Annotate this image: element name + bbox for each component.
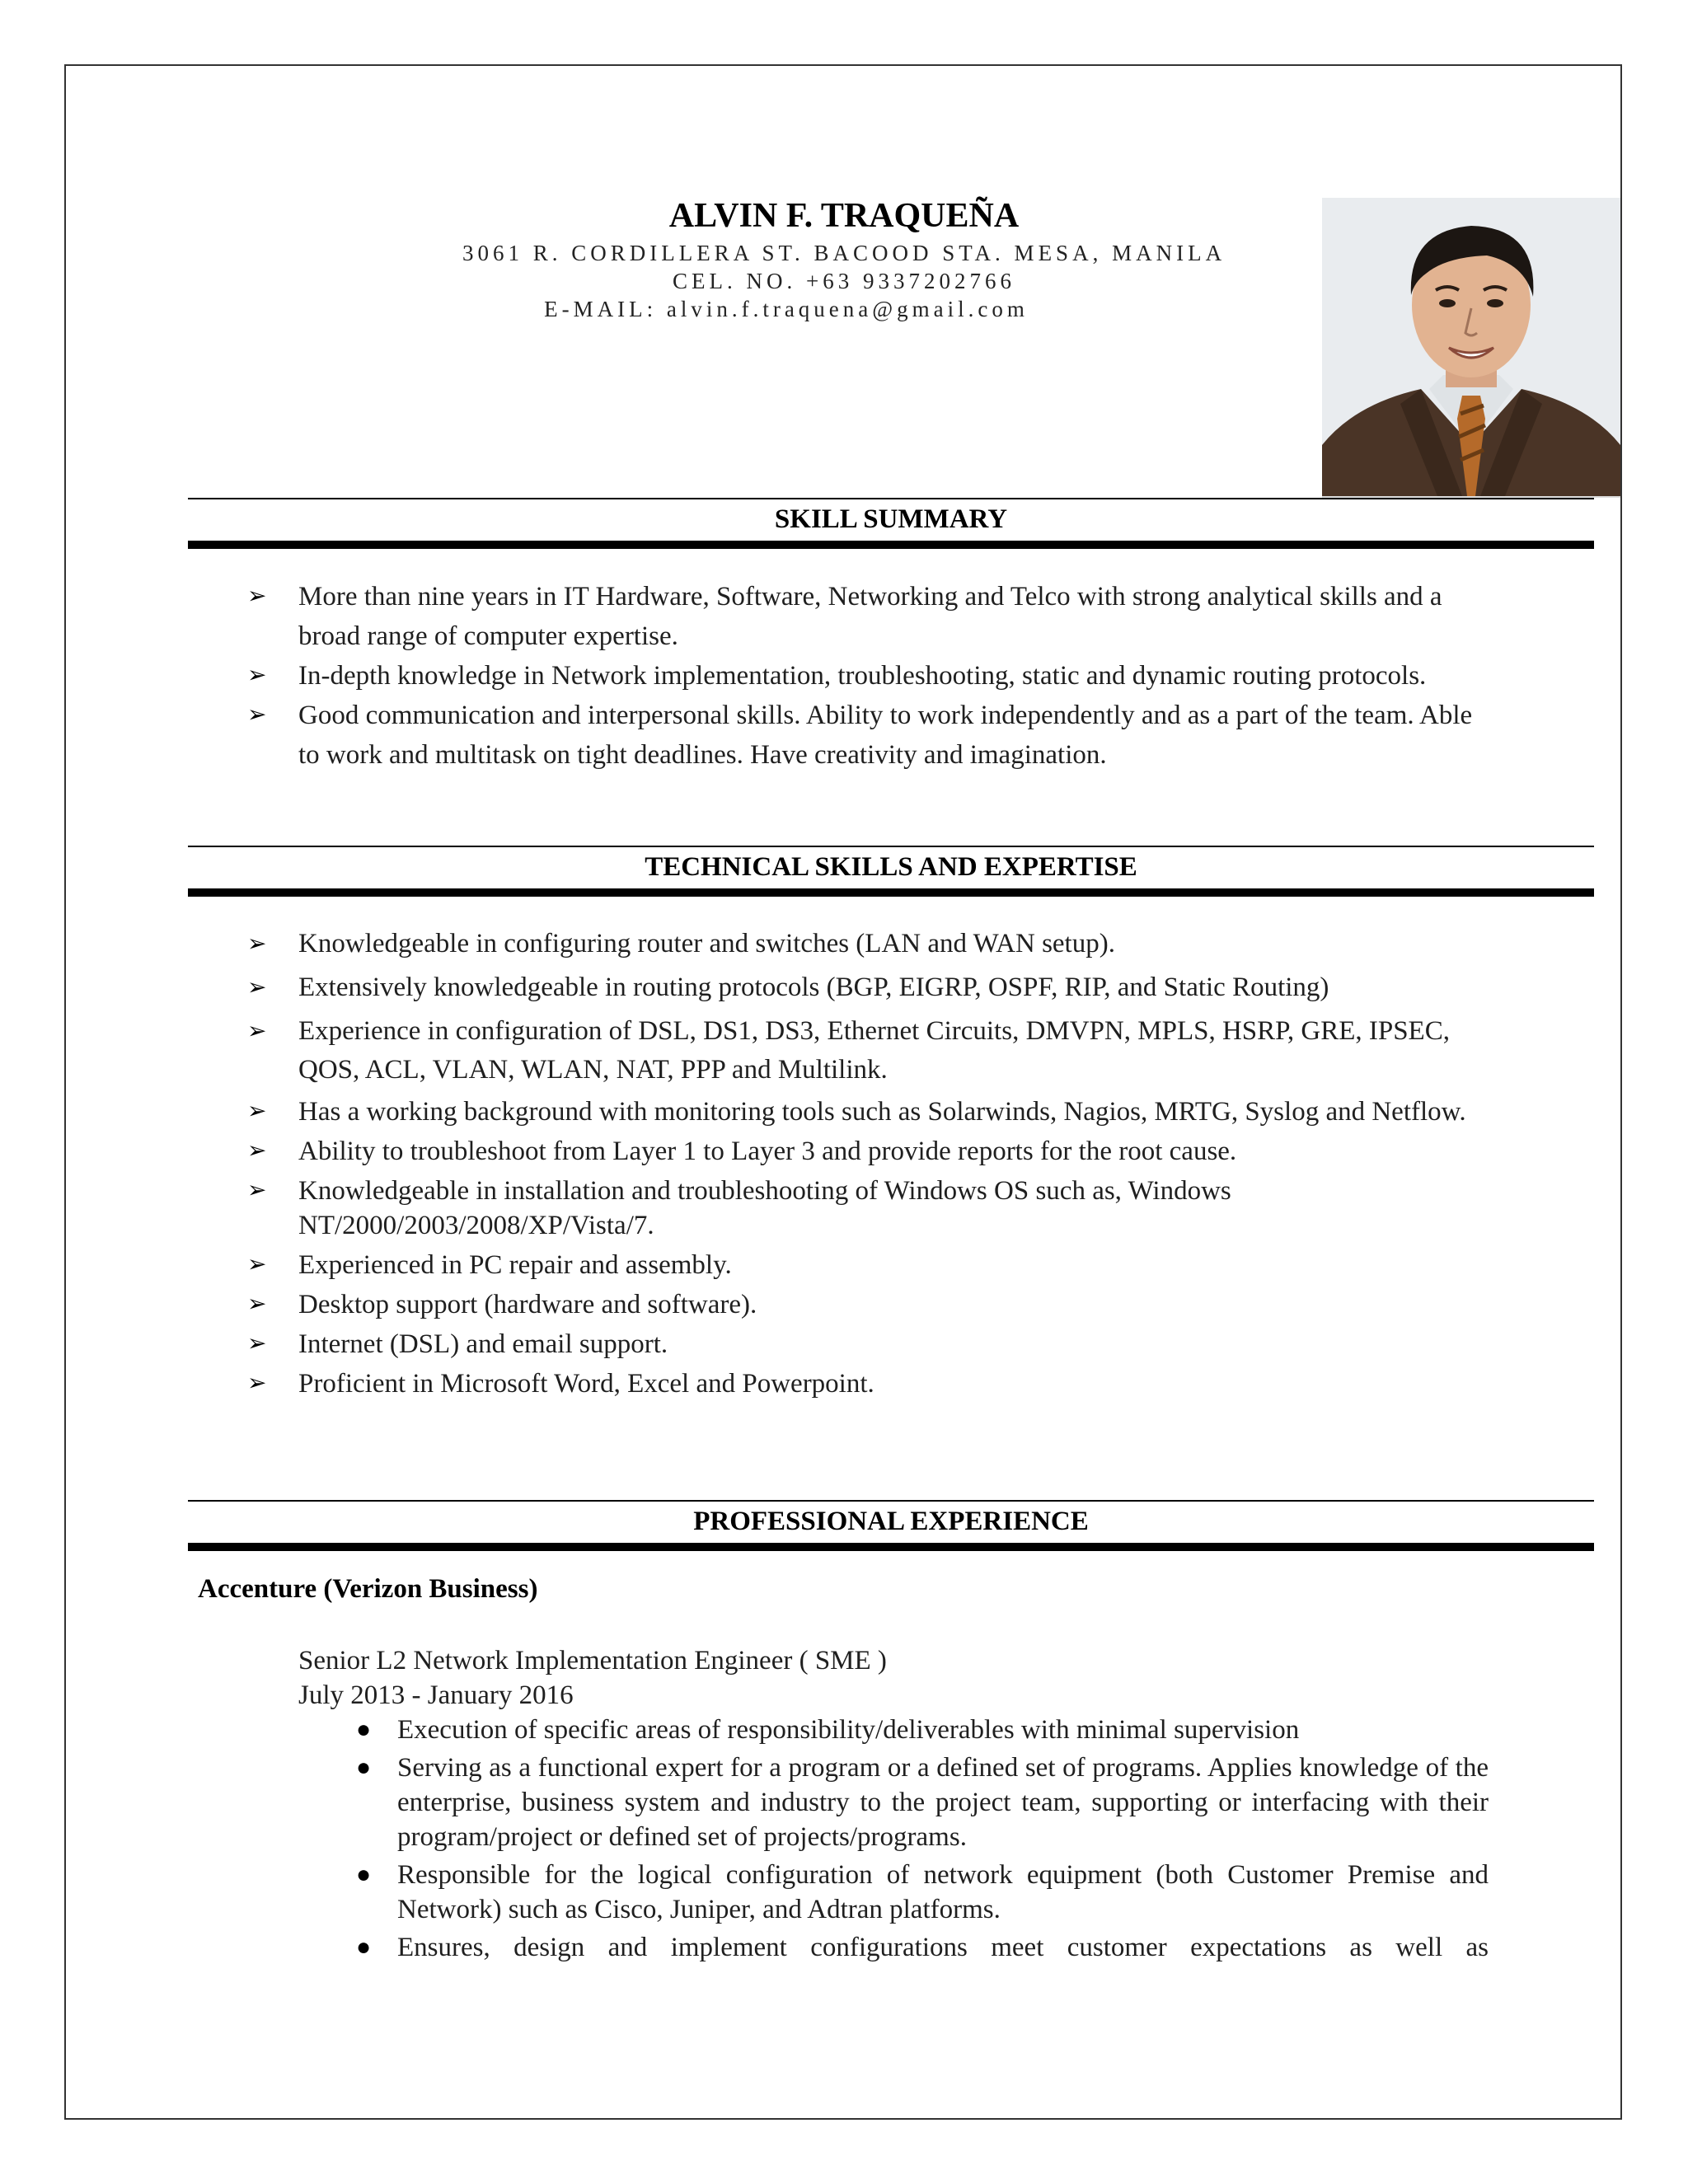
phone-line: CEL. NO. +63 9337202766: [673, 269, 1015, 293]
job-title: Senior L2 Network Implementation Engineer ( SME ): [298, 1646, 887, 1675]
arrowhead-bullet-icon: ➢: [247, 975, 267, 1001]
email-line: E-MAIL: alvin.f.traquena@gmail.com: [544, 297, 1029, 321]
arrowhead-bullet-icon: ➢: [247, 1371, 267, 1396]
list-item: ● Execution of specific areas of responsibility/deliverables with minimal supervision: [346, 1713, 1489, 1747]
list-item: ➢ Desktop support (hardware and software).: [247, 1287, 1484, 1322]
arrowhead-bullet-icon: ➢: [247, 931, 267, 957]
arrowhead-bullet-icon: ➢: [247, 702, 267, 728]
list-item: ➢ Ability to troubleshoot from Layer 1 to Layer 3 and provide reports for the root cause.: [247, 1134, 1484, 1169]
section-title-technical: TECHNICAL SKILLS AND EXPERTISE: [645, 852, 1137, 882]
section-title-skill-summary: SKILL SUMMARY: [774, 504, 1008, 534]
section-title-experience: PROFESSIONAL EXPERIENCE: [693, 1507, 1089, 1536]
section-rule-top: [188, 498, 1594, 499]
list-item: ➢ Experienced in PC repair and assembly.: [247, 1248, 1484, 1282]
list-item: ➢ Knowledgeable in configuring router and switches (LAN and WAN setup).: [247, 925, 1484, 963]
company-name: Accenture (Verizon Business): [198, 1574, 538, 1604]
arrowhead-bullet-icon: ➢: [247, 1138, 267, 1164]
round-bullet-icon: ●: [356, 1933, 372, 1961]
list-item: ➢ Good communication and interpersonal skills. Ability to work independently and as a part of the team. Able to work and multitask on tight deadlines. Have creativity and imagination.: [247, 696, 1484, 775]
section-rule-top: [188, 846, 1594, 847]
section-rule-top: [188, 1500, 1594, 1502]
list-item: ➢ In-depth knowledge in Network implementation, troubleshooting, static and dynamic routing protocols.: [247, 656, 1484, 696]
section-rule-bottom: [188, 888, 1594, 897]
arrowhead-bullet-icon: ➢: [247, 1178, 267, 1203]
arrowhead-bullet-icon: ➢: [247, 1291, 267, 1317]
address-line: 3061 R. CORDILLERA ST. BACOOD STA. MESA, MANILA: [462, 241, 1226, 265]
job-dates: July 2013 - January 2016: [298, 1680, 574, 1710]
arrowhead-bullet-icon: ➢: [247, 583, 267, 609]
skill-summary-list: [247, 577, 1484, 775]
arrowhead-bullet-icon: ➢: [247, 1331, 267, 1357]
section-rule-bottom: [188, 541, 1594, 549]
list-item: ● Responsible for the logical configuration of network equipment (both Customer Premise and Network) such as Cisco, Juniper, and Adtran platforms.: [346, 1858, 1489, 1927]
profile-photo: [1322, 198, 1620, 498]
list-item: ➢ More than nine years in IT Hardware, Software, Networking and Telco with strong analytical skills and a broad range of computer expertise.: [247, 577, 1484, 656]
arrowhead-bullet-icon: ➢: [247, 1099, 267, 1124]
list-item: ➢ Proficient in Microsoft Word, Excel and Powerpoint.: [247, 1366, 1484, 1401]
list-item: ➢ Extensively knowledgeable in routing protocols (BGP, EIGRP, OSPF, RIP, and Static Routing): [247, 968, 1484, 1007]
round-bullet-icon: ●: [356, 1861, 372, 1888]
arrowhead-bullet-icon: ➢: [247, 1019, 267, 1044]
list-item: ➢ Has a working background with monitoring tools such as Solarwinds, Nagios, MRTG, Syslog and Netflow.: [247, 1094, 1484, 1129]
list-item: ● Serving as a functional expert for a program or a defined set of programs. Applies knowledge of the enterprise, business system and industry to the project team, supporting or interfacing with their program/project or defined set of projects/programs.: [346, 1750, 1489, 1854]
list-item: ➢ Internet (DSL) and email support.: [247, 1327, 1484, 1361]
arrowhead-bullet-icon: ➢: [247, 663, 267, 688]
arrowhead-bullet-icon: ➢: [247, 1252, 267, 1277]
round-bullet-icon: ●: [356, 1754, 372, 1781]
list-item: ➢ Knowledgeable in installation and troubleshooting of Windows OS such as, Windows NT/2000/2003/2008/XP/Vista/7.: [247, 1174, 1484, 1243]
technical-skills-list: [247, 925, 1484, 1406]
section-rule-bottom: [188, 1543, 1594, 1551]
candidate-name: ALVIN F. TRAQUEÑA: [668, 197, 1020, 235]
list-item: ● Ensures, design and implement configurations meet customer expectations as well as: [346, 1930, 1489, 1965]
round-bullet-icon: ●: [356, 1716, 372, 1743]
duties-list: [346, 1713, 1489, 1968]
list-item: ➢ Experience in configuration of DSL, DS1, DS3, Ethernet Circuits, DMVPN, MPLS, HSRP, GRE, IPSEC, QOS, ACL, VLAN, WLAN, NAT, PPP and Multilink.: [247, 1012, 1484, 1090]
